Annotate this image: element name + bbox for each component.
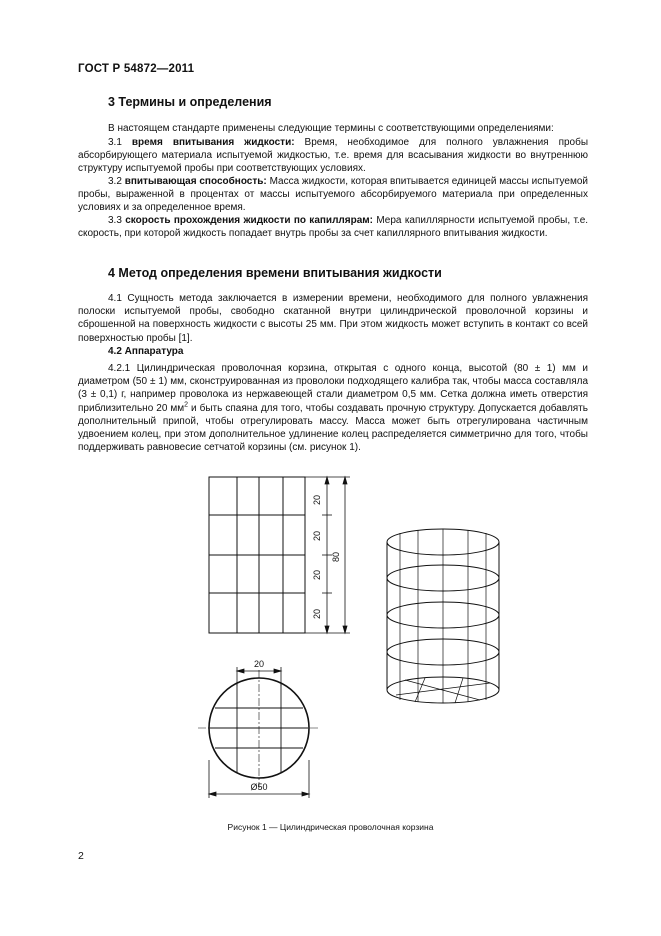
dim-label-20-2: 20 bbox=[312, 530, 322, 542]
term-number: 3.2 bbox=[108, 176, 122, 187]
term-name: скорость прохождения жидкости по капиллярам: bbox=[125, 215, 374, 226]
section-3-intro: В настоящем стандарте применены следующие термины с соответствующими определениями: bbox=[108, 123, 554, 134]
superscript: 2 bbox=[184, 401, 189, 409]
term-definition: Масса жидкости, которая впитывается единицей массы испытуемой пробы, выраженной в процентах от массы испытуемого абсорбируемого материала при определенных условиях и за определенное время. bbox=[78, 176, 588, 214]
dim-label-top-20: 20 bbox=[253, 659, 265, 669]
dim-label-20-4: 20 bbox=[312, 608, 322, 620]
dim-label-80: 80 bbox=[331, 551, 341, 563]
document-header: ГОСТ Р 54872—2011 bbox=[78, 63, 195, 75]
basket-bottom-view bbox=[198, 670, 320, 788]
paragraph-text-b: и быть спаяна для того, чтобы создавать прочную структуру. Допускается добавлять дополнительный припой, чтобы отрегулировать массу. Масса может быть отрегулирована частичным удвоением колец, при этом дополнительное удлинение колец распределяется симметрично для того, чтобы поддерживать равновесие сетчатой корзины (см. рисунок 1). bbox=[78, 402, 588, 454]
term-definition: Время, необходимое для полного увлажнения пробы абсорбирующего материала испытуемой жидкостью, т.е. время для всасывания жидкости во внутреннюю структуру испытуемой пробы при соответствующих условиях. bbox=[78, 137, 589, 175]
basket-cylinder bbox=[387, 529, 499, 703]
dim-label-20-1: 20 bbox=[312, 494, 322, 506]
page-number: 2 bbox=[78, 850, 84, 862]
figure-caption: Рисунок 1 — Цилиндрическая проволочная корзина bbox=[227, 822, 434, 832]
term-name: впитывающая способность: bbox=[124, 176, 267, 187]
dim-label-diameter: Ø50 bbox=[250, 782, 268, 792]
section-4-title: 4 Метод определения времени впитывания жидкости bbox=[108, 266, 442, 280]
dim-label-20-3: 20 bbox=[312, 569, 322, 581]
paragraph-4-1: 4.1 Сущность метода заключается в измерении времени, необходимого для полного увлажнения полоски испытуемой пробы, свободно скатанной внутри цилиндрической проволочной корзины и сброшенной на поверхность жидкости с высоты 25 мм. При этом жидкость может вступить в контакт со всей поверхностью пробы [1]. bbox=[78, 293, 588, 344]
basket-flat-grid bbox=[209, 477, 305, 633]
paragraph-text-a: 4.2.1 Цилиндрическая проволочная корзина, открытая с одного конца, высотой (80 ± 1) мм и диаметром (50 ± 1) мм, сконструированная из проволоки подходящего калибра так, чтобы масса составляла (3 ± 0,1) г, например проволока из нержавеющей стали диаметром 0,5 мм. Сетка должна иметь отверстия приблизительно 20 мм bbox=[78, 363, 588, 414]
term-number: 3.3 bbox=[108, 215, 122, 226]
term-number: 3.1 bbox=[108, 137, 122, 148]
subsection-4-2-title: 4.2 Аппаратура bbox=[108, 346, 184, 357]
side-dimension-labels bbox=[312, 495, 341, 619]
section-3-title: 3 Термины и определения bbox=[108, 95, 272, 109]
term-name: время впитывания жидкости: bbox=[131, 137, 295, 148]
term-definition: Мера капиллярности испытуемой пробы, т.е. скорость, при которой жидкость попадает внутрь пробы за счет капиллярного впитывания жидкости. bbox=[78, 215, 589, 240]
